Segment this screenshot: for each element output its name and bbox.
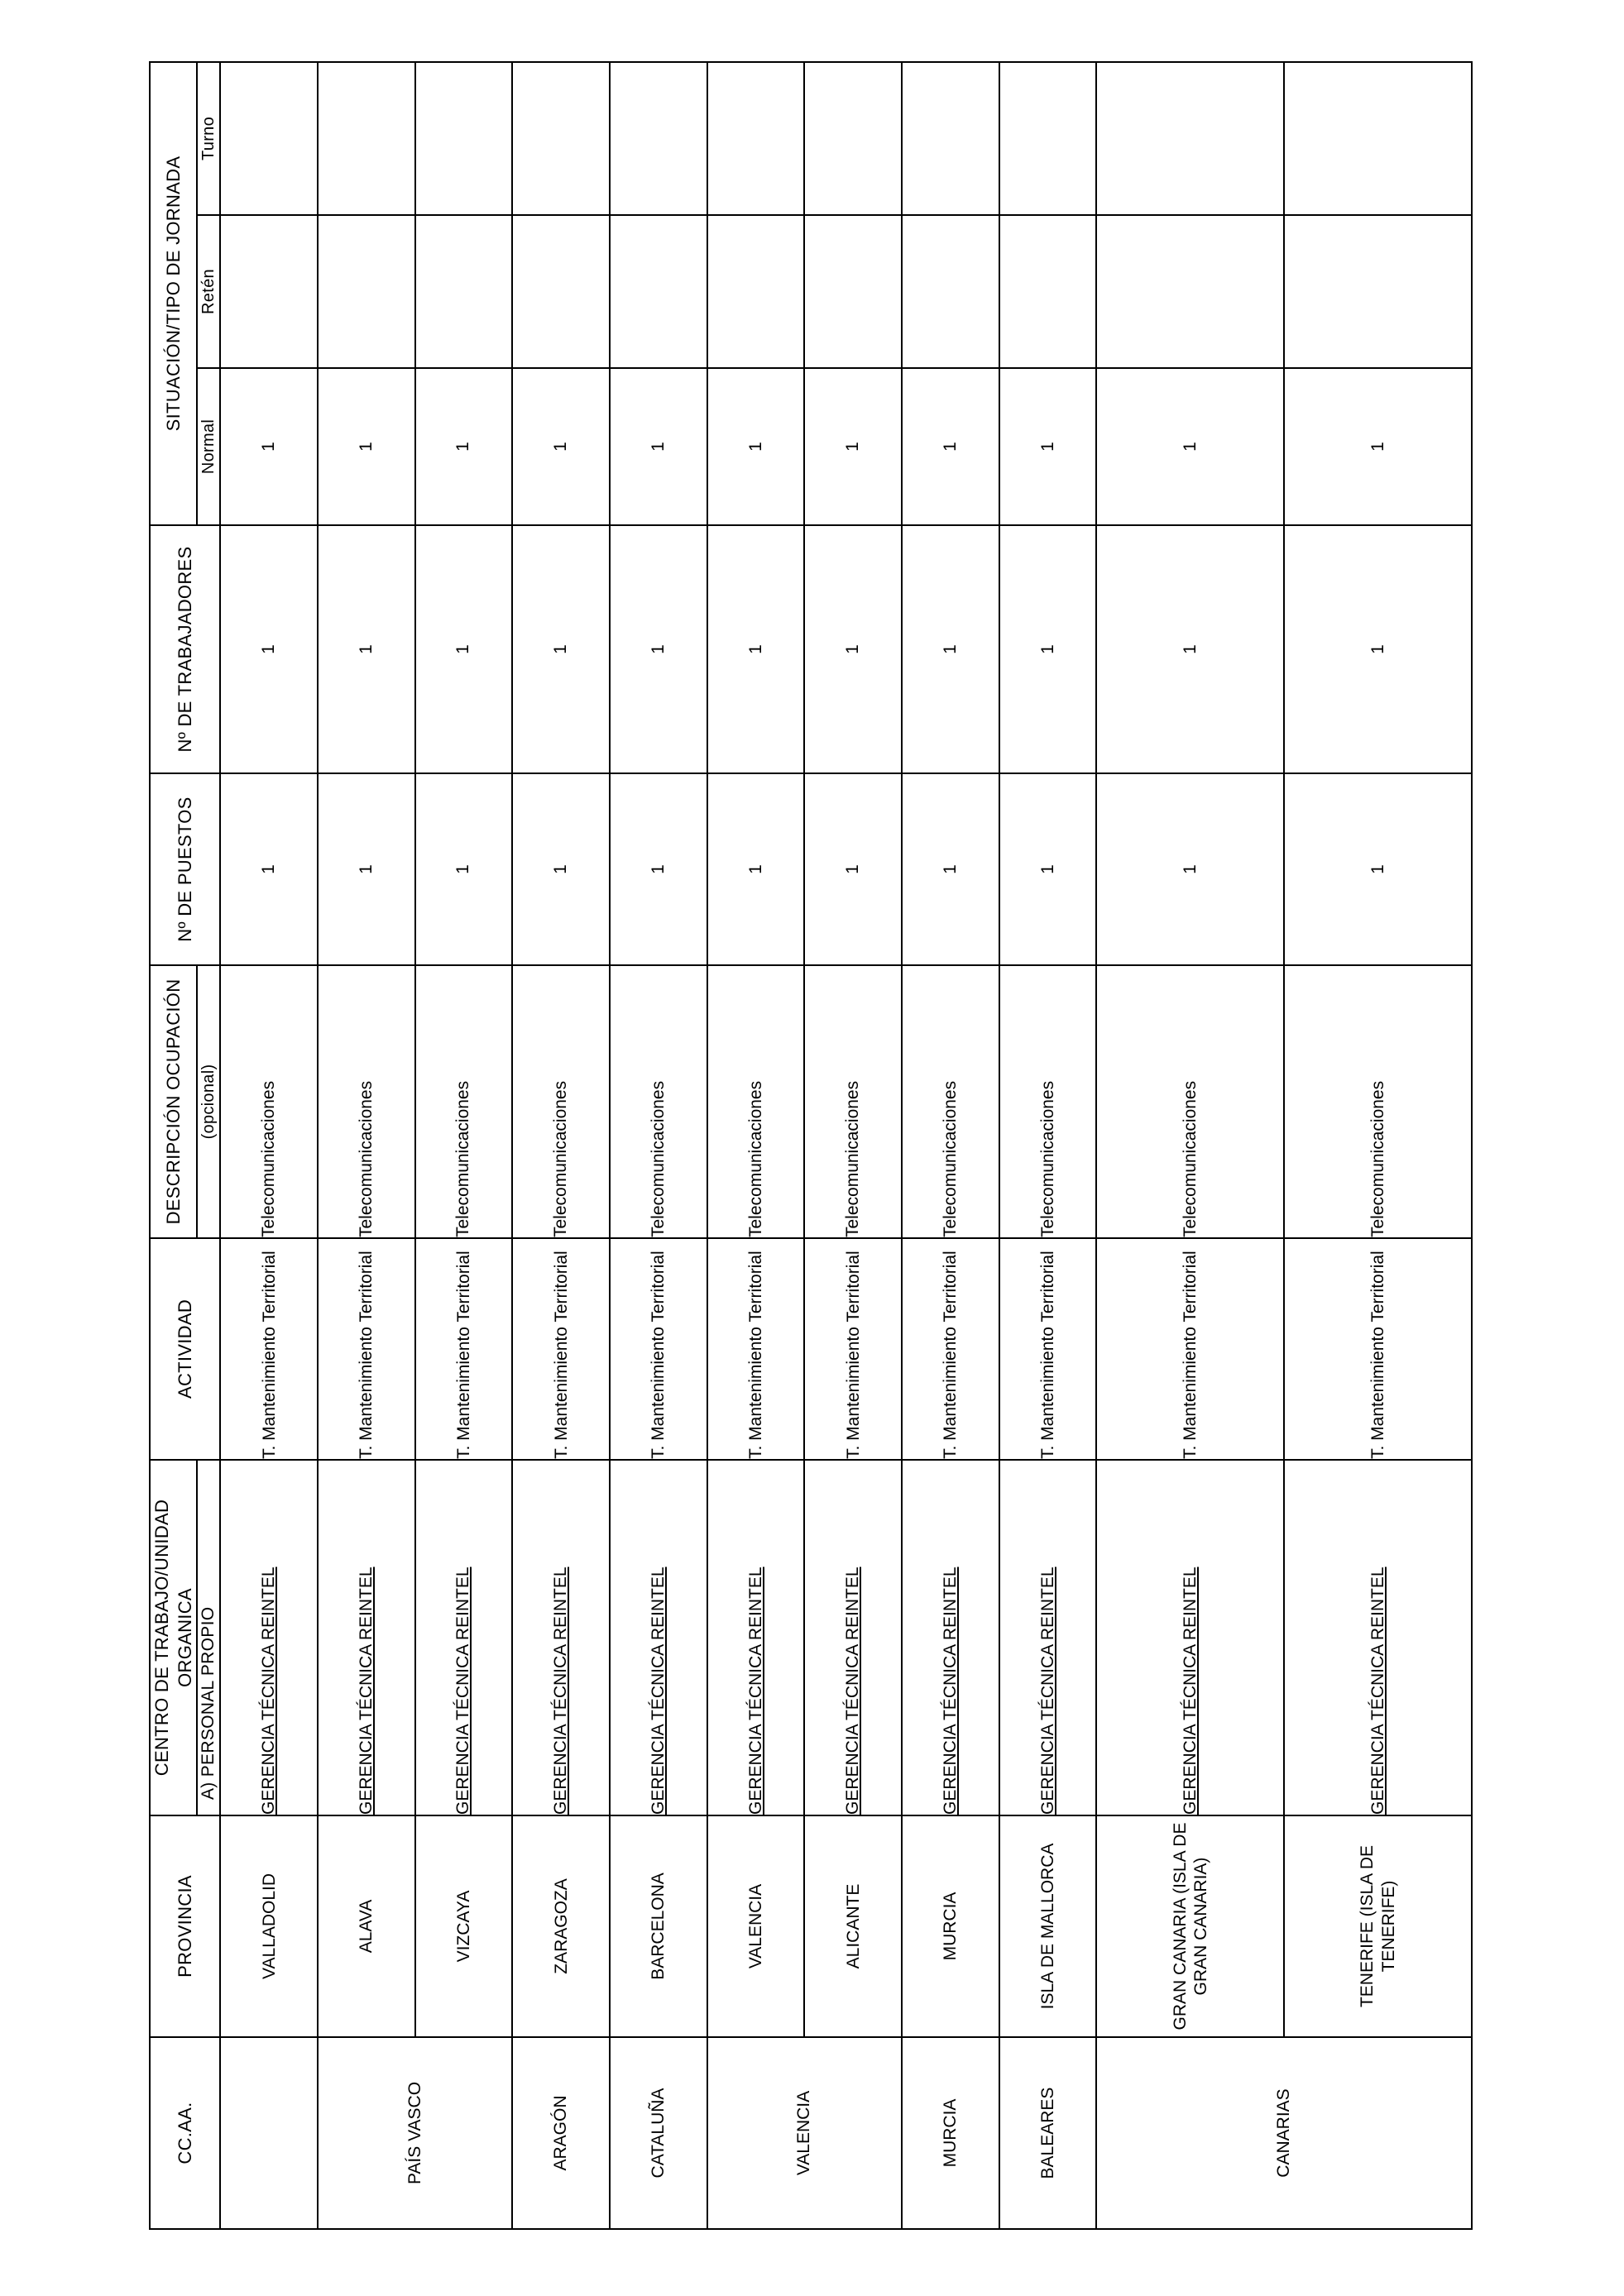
- cell-provincia: TENERIFE (ISLA DE TENERIFE): [1284, 1815, 1472, 2037]
- cell-centro-trabajo: GERENCIA TÉCNICA REINTEL: [902, 1460, 999, 1815]
- cell-numero-puestos: 1: [220, 773, 318, 965]
- cell-jornada-turno: [512, 62, 610, 215]
- cell-ccaa: PAÍS VASCO: [318, 2037, 512, 2229]
- document-sheet: [149, 63, 1473, 2230]
- cell-jornada-reten: [902, 215, 999, 368]
- cell-jornada-turno: [902, 62, 999, 215]
- column-subheader-opcional: (opcional): [197, 965, 220, 1238]
- cell-jornada-turno: [318, 62, 415, 215]
- cell-ccaa: CANARIAS: [1096, 2037, 1472, 2229]
- cell-ccaa: VALENCIA: [707, 2037, 902, 2229]
- column-header-descripcion: DESCRIPCIÓN OCUPACIÓN: [150, 965, 197, 1238]
- cell-numero-trabajadores: 1: [415, 525, 513, 773]
- table-header: [150, 62, 220, 2229]
- cell-numero-puestos: 1: [318, 773, 415, 965]
- cell-jornada-normal: 1: [707, 368, 805, 525]
- cell-jornada-reten: [220, 215, 318, 368]
- cell-descripcion-ocupacion: Telecomunicaciones: [1284, 965, 1472, 1238]
- cell-numero-puestos: 1: [415, 773, 513, 965]
- cell-jornada-reten: [804, 215, 902, 368]
- cell-descripcion-ocupacion: Telecomunicaciones: [707, 965, 805, 1238]
- cell-jornada-reten: [318, 215, 415, 368]
- cell-jornada-turno: [1284, 62, 1472, 215]
- cell-centro-trabajo: GERENCIA TÉCNICA REINTEL: [1096, 1460, 1284, 1815]
- cell-descripcion-ocupacion: Telecomunicaciones: [804, 965, 902, 1238]
- cell-descripcion-ocupacion: Telecomunicaciones: [318, 965, 415, 1238]
- cell-provincia: ALAVA: [318, 1815, 415, 2037]
- cell-numero-trabajadores: 1: [318, 525, 415, 773]
- cell-jornada-turno: [1096, 62, 1284, 215]
- cell-descripcion-ocupacion: Telecomunicaciones: [1096, 965, 1284, 1238]
- table-row: [902, 62, 999, 2229]
- column-header-situacion: SITUACIÓN/TIPO DE JORNADA: [150, 62, 197, 525]
- cell-ccaa: [220, 2037, 318, 2229]
- table-header-row-main: [150, 62, 197, 2229]
- cell-jornada-normal: 1: [999, 368, 1097, 525]
- table-row: [1096, 62, 1284, 2229]
- cell-centro-trabajo: GERENCIA TÉCNICA REINTEL: [707, 1460, 805, 1815]
- cell-descripcion-ocupacion: Telecomunicaciones: [415, 965, 513, 1238]
- table-row: [318, 62, 415, 2229]
- cell-actividad: T. Mantenimiento Territorial: [220, 1238, 318, 1460]
- cell-numero-puestos: 1: [1096, 773, 1284, 965]
- cell-centro-trabajo: GERENCIA TÉCNICA REINTEL: [415, 1460, 513, 1815]
- cell-numero-puestos: 1: [804, 773, 902, 965]
- cell-jornada-reten: [512, 215, 610, 368]
- cell-provincia: BARCELONA: [610, 1815, 707, 2037]
- cell-numero-trabajadores: 1: [512, 525, 610, 773]
- cell-actividad: T. Mantenimiento Territorial: [318, 1238, 415, 1460]
- cell-numero-trabajadores: 1: [610, 525, 707, 773]
- cell-centro-trabajo: GERENCIA TÉCNICA REINTEL: [318, 1460, 415, 1815]
- table-row: [220, 62, 318, 2229]
- cell-actividad: T. Mantenimiento Territorial: [512, 1238, 610, 1460]
- cell-jornada-reten: [610, 215, 707, 368]
- cell-jornada-reten: [1284, 215, 1472, 368]
- cell-actividad: T. Mantenimiento Territorial: [902, 1238, 999, 1460]
- cell-numero-puestos: 1: [902, 773, 999, 965]
- cell-actividad: T. Mantenimiento Territorial: [707, 1238, 805, 1460]
- cell-descripcion-ocupacion: Telecomunicaciones: [220, 965, 318, 1238]
- column-subheader-turno: Turno: [197, 62, 220, 215]
- cell-jornada-normal: 1: [512, 368, 610, 525]
- cell-numero-trabajadores: 1: [220, 525, 318, 773]
- cell-jornada-turno: [415, 62, 513, 215]
- column-subheader-normal: Normal: [197, 368, 220, 525]
- cell-ccaa: MURCIA: [902, 2037, 999, 2229]
- table-body: [220, 62, 1472, 2229]
- cell-jornada-turno: [707, 62, 805, 215]
- cell-provincia: MURCIA: [902, 1815, 999, 2037]
- cell-provincia: GRAN CANARIA (ISLA DE GRAN CANARIA): [1096, 1815, 1284, 2037]
- cell-jornada-turno: [610, 62, 707, 215]
- cell-centro-trabajo: GERENCIA TÉCNICA REINTEL: [512, 1460, 610, 1815]
- cell-centro-trabajo: GERENCIA TÉCNICA REINTEL: [999, 1460, 1097, 1815]
- table-row: [610, 62, 707, 2229]
- table-row: [1284, 62, 1472, 2229]
- cell-descripcion-ocupacion: Telecomunicaciones: [999, 965, 1097, 1238]
- table-row: [512, 62, 610, 2229]
- cell-actividad: T. Mantenimiento Territorial: [999, 1238, 1097, 1460]
- cell-numero-trabajadores: 1: [902, 525, 999, 773]
- cell-jornada-normal: 1: [220, 368, 318, 525]
- table-row: [415, 62, 513, 2229]
- cell-numero-trabajadores: 1: [1096, 525, 1284, 773]
- table-row: [804, 62, 902, 2229]
- cell-actividad: T. Mantenimiento Territorial: [415, 1238, 513, 1460]
- cell-provincia: ZARAGOZA: [512, 1815, 610, 2037]
- cell-descripcion-ocupacion: Telecomunicaciones: [902, 965, 999, 1238]
- column-header-centro: CENTRO DE TRABAJO/UNIDAD ORGANICA: [150, 1460, 197, 1815]
- cell-ccaa: BALEARES: [999, 2037, 1097, 2229]
- column-header-puestos: Nº DE PUESTOS: [150, 773, 220, 965]
- column-header-ccaa: CC.AA.: [150, 2037, 220, 2229]
- cell-numero-trabajadores: 1: [804, 525, 902, 773]
- cell-actividad: T. Mantenimiento Territorial: [1096, 1238, 1284, 1460]
- staff-allocation-table: [149, 61, 1473, 2230]
- cell-descripcion-ocupacion: Telecomunicaciones: [512, 965, 610, 1238]
- cell-jornada-reten: [1096, 215, 1284, 368]
- cell-provincia: ALICANTE: [804, 1815, 902, 2037]
- cell-numero-puestos: 1: [610, 773, 707, 965]
- cell-jornada-turno: [220, 62, 318, 215]
- cell-jornada-reten: [415, 215, 513, 368]
- cell-centro-trabajo: GERENCIA TÉCNICA REINTEL: [220, 1460, 318, 1815]
- cell-ccaa: CATALUÑA: [610, 2037, 707, 2229]
- cell-actividad: T. Mantenimiento Territorial: [610, 1238, 707, 1460]
- table-row: [707, 62, 805, 2229]
- cell-jornada-turno: [999, 62, 1097, 215]
- cell-centro-trabajo: GERENCIA TÉCNICA REINTEL: [1284, 1460, 1472, 1815]
- cell-actividad: T. Mantenimiento Territorial: [804, 1238, 902, 1460]
- cell-jornada-turno: [804, 62, 902, 215]
- cell-numero-puestos: 1: [999, 773, 1097, 965]
- cell-numero-puestos: 1: [707, 773, 805, 965]
- cell-provincia: VIZCAYA: [415, 1815, 513, 2037]
- cell-jornada-normal: 1: [1096, 368, 1284, 525]
- cell-jornada-reten: [707, 215, 805, 368]
- cell-jornada-normal: 1: [902, 368, 999, 525]
- cell-centro-trabajo: GERENCIA TÉCNICA REINTEL: [610, 1460, 707, 1815]
- cell-jornada-normal: 1: [804, 368, 902, 525]
- cell-ccaa: ARAGÓN: [512, 2037, 610, 2229]
- cell-numero-trabajadores: 1: [999, 525, 1097, 773]
- cell-jornada-normal: 1: [415, 368, 513, 525]
- column-subheader-reten: Retén: [197, 215, 220, 368]
- cell-centro-trabajo: GERENCIA TÉCNICA REINTEL: [804, 1460, 902, 1815]
- cell-provincia: VALLADOLID: [220, 1815, 318, 2037]
- cell-numero-trabajadores: 1: [1284, 525, 1472, 773]
- cell-jornada-reten: [999, 215, 1097, 368]
- cell-jornada-normal: 1: [318, 368, 415, 525]
- cell-provincia: ISLA DE MALLORCA: [999, 1815, 1097, 2037]
- column-header-actividad: ACTIVIDAD: [150, 1238, 220, 1460]
- column-header-provincia: PROVINCIA: [150, 1815, 220, 2037]
- cell-numero-puestos: 1: [1284, 773, 1472, 965]
- column-header-trabajadores: Nº DE TRABAJADORES: [150, 525, 220, 773]
- cell-descripcion-ocupacion: Telecomunicaciones: [610, 965, 707, 1238]
- cell-provincia: VALENCIA: [707, 1815, 805, 2037]
- column-subheader-personal-propio: A) PERSONAL PROPIO: [197, 1460, 220, 1815]
- table-row: [999, 62, 1097, 2229]
- cell-jornada-normal: 1: [610, 368, 707, 525]
- cell-numero-puestos: 1: [512, 773, 610, 965]
- cell-numero-trabajadores: 1: [707, 525, 805, 773]
- cell-actividad: T. Mantenimiento Territorial: [1284, 1238, 1472, 1460]
- cell-jornada-normal: 1: [1284, 368, 1472, 525]
